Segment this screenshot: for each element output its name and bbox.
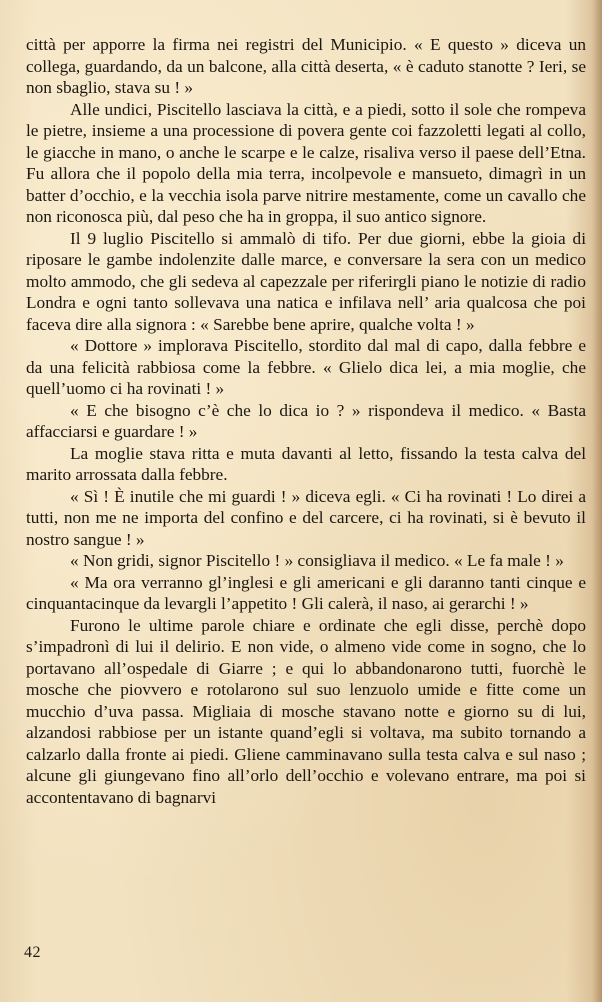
body-text	[26, 34, 586, 808]
paragraph-8: « Non gridi, signor Piscitello ! » consigliava il medico. « Le fa male ! »	[70, 551, 564, 570]
paragraph-10: Furono le ultime parole chiare e ordinate che egli disse, perchè dopo s’impadronì di lui il delirio. E non vide, o almeno vide come in sogno, che lo portavano all’ospedale di Giarre ; e qui lo abbandonarono tutti, fuorchè le mosche che piovvero e rotolarono sul suo lenzuolo umide e fitte come un mucchio d’uva passa. Migliaia di mosche stavano notte e giorno su di lui, alzandosi rabbiose per un istante quand’egli si voltava, ma subito tornando a calzarlo dalla fronte ai piedi. Gliene camminavano sulla testa calva e sul naso ; alcune gli giungevano fino all’orlo dell’occhio e volevano entrare, ma poi si accontentavano di bagnarvi	[26, 615, 586, 807]
paragraph-7: « Sì ! È inutile che mi guardi ! » diceva egli. « Ci ha rovinati ! Lo direi a tutti, non me ne importa del confino e del carcere, ci ha rovinati, si è bevuto il nostro sangue ! »	[26, 486, 586, 549]
paragraph-9: « Ma ora verranno gl’inglesi e gli americani e gli daranno tanti cinque e cinquantacinque da levargli l’appetito ! Gli calerà, il naso, ai gerarchi ! »	[26, 572, 586, 613]
paragraph-6: La moglie stava ritta e muta davanti al letto, fissando la testa calva del marito arrossata dalla febbre.	[26, 443, 586, 484]
page-number: 42	[24, 944, 41, 961]
paragraph-5: « E che bisogno c’è che lo dica io ? » rispondeva il medico. « Basta affacciarsi e guardare ! »	[26, 400, 586, 441]
paragraph-1: città per apporre la firma nei registri del Municipio. « E questo » diceva un collega, guardando, da un balcone, alla città deserta, « è caduto stanotte ? Ieri, se non sbaglio, stava su ! »	[26, 35, 586, 97]
paragraph-3: Il 9 luglio Piscitello si ammalò di tifo. Per due giorni, ebbe la gioia di riposare le gambe indolenzite dalle marce, e conversare la sera con un medico molto ammodo, che gli sedeva al capezzale per riferirgli piano le notizie di radio Londra e ogni tanto sollevava una natica e infilava nell’ aria qualcosa che poi faceva dire alla signora : « Sarebbe bene aprire, qualche volta ! »	[26, 228, 586, 334]
paragraph-2: Alle undici, Piscitello lasciava la città, e a piedi, sotto il sole che rompeva le pietre, insieme a una processione di povera gente coi fazzoletti legati al collo, le giacche in mano, o anche le scarpe e le calze, risaliva verso il paese dell’Etna. Fu allora che il popolo della mia terra, incolpevole e mansueto, dimagrì in un batter d’occhio, e la vecchia isola parve nitrire mestamente, come un cavallo che non riconosca più, dal peso che ha in groppa, il suo antico signore.	[26, 99, 586, 226]
paragraph-4: « Dottore » implorava Piscitello, stordito dal mal di capo, dalla febbre e da una felicità rabbiosa come la febbre. « Glielo dica lei, a mia moglie, che quell’uomo ci ha rovinati ! »	[26, 336, 586, 398]
page-edge-shadow	[592, 0, 602, 1002]
